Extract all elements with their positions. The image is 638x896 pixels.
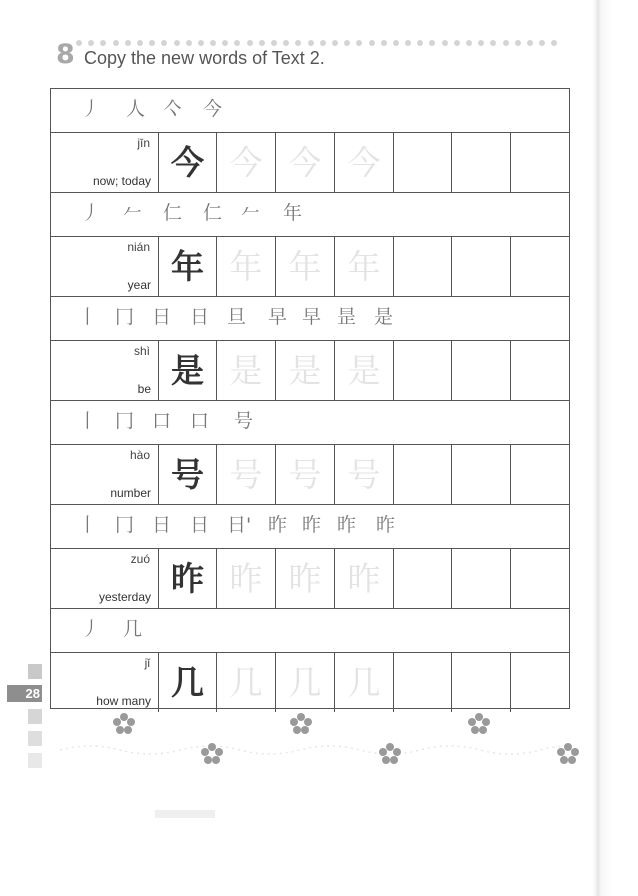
stroke-step: 冂 [115, 306, 135, 328]
model-character-cell [159, 237, 217, 296]
flower-icon [200, 742, 224, 770]
word-label [51, 341, 159, 400]
side-tab [28, 753, 42, 768]
dot [100, 40, 106, 46]
trace-cell [335, 133, 394, 192]
dot [88, 40, 94, 46]
model-character: 今 [171, 142, 204, 182]
stroke-step: 号 [234, 410, 254, 432]
stroke-order-row [51, 609, 569, 653]
dot [247, 40, 253, 46]
trace-cell [335, 237, 394, 296]
dot [369, 40, 375, 46]
dot [503, 40, 509, 46]
flower-icon [378, 742, 402, 770]
stroke-step: 冂 [115, 514, 135, 536]
trace-cell [276, 341, 335, 400]
stroke-step: 日 [152, 514, 172, 536]
trace-cell [217, 237, 276, 296]
stroke-step: 日 [152, 306, 172, 328]
trace-character: 今 [288, 142, 322, 182]
stroke-step: 昨 [302, 514, 322, 536]
page-edge [592, 0, 638, 896]
dot [539, 40, 545, 46]
stroke-step: 昰 [337, 306, 357, 328]
blank-practice-cell[interactable] [511, 237, 569, 296]
trace-character: 年 [288, 246, 322, 286]
stroke-step: 冂 [115, 410, 135, 432]
exercise-title: Copy the new words of Text 2. [84, 48, 325, 68]
word-label [51, 445, 159, 504]
word-label [51, 133, 159, 192]
dot [442, 40, 448, 46]
trace-character: 昨 [347, 558, 381, 598]
dot [149, 40, 155, 46]
trace-character: 号 [229, 454, 263, 494]
stroke-step: 丨 [78, 410, 98, 432]
blank-practice-cell[interactable] [394, 237, 452, 296]
side-tab [28, 731, 42, 746]
practice-row [51, 653, 569, 713]
model-character-cell [159, 549, 217, 608]
trace-character: 几 [347, 662, 381, 702]
pinyin: jǐ [144, 656, 150, 670]
word-label [51, 653, 159, 712]
blank-practice-cell[interactable] [452, 549, 511, 608]
meaning: be [137, 382, 151, 396]
trace-cell [335, 653, 394, 712]
trace-character: 号 [288, 454, 322, 494]
dot [515, 40, 521, 46]
dot [417, 40, 423, 46]
flower-icon [289, 712, 313, 740]
blank-practice-cell[interactable] [452, 133, 511, 192]
dot [271, 40, 277, 46]
dot [320, 40, 326, 46]
blank-practice-cell[interactable] [452, 237, 511, 296]
trace-cell [217, 549, 276, 608]
pinyin: zuó [130, 552, 150, 566]
trace-cell [217, 341, 276, 400]
trace-character: 年 [229, 246, 263, 286]
meaning: how many [96, 694, 151, 708]
stroke-order-row [51, 401, 569, 445]
blank-practice-cell[interactable] [394, 653, 452, 712]
dot [198, 40, 204, 46]
stroke-step: 日' [227, 514, 252, 536]
blank-practice-cell[interactable] [394, 549, 452, 608]
stroke-step: 旦 [227, 306, 247, 328]
meaning: now; today [92, 174, 151, 188]
dot [344, 40, 350, 46]
stroke-step: 早 [268, 306, 288, 328]
blank-practice-cell[interactable] [511, 445, 569, 504]
decorative-wave [60, 740, 570, 758]
stroke-order-row [51, 505, 569, 549]
stroke-step: 丿 [81, 618, 101, 640]
practice-row [51, 341, 569, 401]
trace-character: 是 [229, 350, 263, 390]
stroke-step: 丨 [78, 306, 98, 328]
flower-icon [467, 712, 491, 740]
side-tab [28, 709, 42, 724]
model-character: 号 [171, 454, 204, 494]
stroke-step: 人 [126, 98, 146, 120]
blank-practice-cell[interactable] [511, 133, 569, 192]
dot [137, 40, 143, 46]
stroke-step: 口 [152, 410, 172, 432]
trace-cell [217, 133, 276, 192]
flower-icon [556, 742, 580, 770]
dot [295, 40, 301, 46]
stroke-step: 丿 [81, 202, 101, 224]
blank-practice-cell[interactable] [511, 549, 569, 608]
page-number: 28 [7, 685, 42, 702]
dot [222, 40, 228, 46]
stroke-step: 丿 [81, 98, 101, 120]
dot [381, 40, 387, 46]
stroke-step: 昨 [376, 514, 396, 536]
practice-row [51, 237, 569, 297]
blank-practice-cell[interactable] [511, 653, 569, 712]
dot [259, 40, 265, 46]
meaning: number [110, 486, 151, 500]
practice-row [51, 445, 569, 505]
blank-practice-cell[interactable] [452, 653, 511, 712]
stroke-step: 𠂉 [241, 202, 261, 224]
trace-character: 今 [229, 142, 263, 182]
dot [174, 40, 180, 46]
model-character: 是 [171, 350, 204, 390]
trace-character: 年 [347, 246, 381, 286]
dot [405, 40, 411, 46]
stroke-step: 丨 [78, 514, 98, 536]
trace-cell [276, 653, 335, 712]
stroke-step: 𠂉 [123, 202, 143, 224]
model-character: 年 [171, 246, 204, 286]
dot [210, 40, 216, 46]
blank-practice-cell[interactable] [394, 133, 452, 192]
stroke-step: 昨 [268, 514, 288, 536]
meaning: year [127, 278, 151, 292]
trace-cell [217, 653, 276, 712]
trace-character: 是 [288, 350, 322, 390]
model-character-cell [159, 653, 217, 712]
trace-character: 今 [347, 142, 381, 182]
dot [393, 40, 399, 46]
trace-cell [335, 341, 394, 400]
flower-icon [112, 712, 136, 740]
dot [551, 40, 557, 46]
dot [125, 40, 131, 46]
trace-character: 是 [347, 350, 381, 390]
stroke-step: 日 [190, 514, 210, 536]
model-character: 昨 [171, 558, 204, 598]
trace-cell [335, 549, 394, 608]
dot [332, 40, 338, 46]
stroke-step: 年 [283, 202, 303, 224]
blank-practice-cell[interactable] [452, 445, 511, 504]
faint-mark [155, 810, 215, 818]
blank-practice-cell[interactable] [394, 445, 452, 504]
trace-character: 几 [229, 662, 263, 702]
practice-row [51, 133, 569, 193]
dotted-rule [76, 40, 576, 46]
word-label [51, 237, 159, 296]
meaning: yesterday [98, 590, 151, 604]
stroke-step: 仁 [163, 202, 183, 224]
trace-cell [335, 445, 394, 504]
stroke-step: 昨 [337, 514, 357, 536]
dot [113, 40, 119, 46]
stroke-step: 几 [123, 618, 143, 640]
model-character-cell [159, 445, 217, 504]
stroke-step: 早 [302, 306, 322, 328]
trace-cell [276, 445, 335, 504]
trace-character: 昨 [229, 558, 263, 598]
pinyin: jīn [137, 136, 150, 150]
dot [490, 40, 496, 46]
blank-practice-cell[interactable] [452, 341, 511, 400]
dot [76, 40, 82, 46]
dot [308, 40, 314, 46]
dot [454, 40, 460, 46]
dot [186, 40, 192, 46]
dot [283, 40, 289, 46]
stroke-step: 今 [203, 98, 223, 120]
trace-character: 几 [288, 662, 322, 702]
blank-practice-cell[interactable] [394, 341, 452, 400]
trace-cell [276, 549, 335, 608]
stroke-step: 是 [374, 306, 394, 328]
model-character: 几 [171, 662, 204, 702]
dot [478, 40, 484, 46]
model-character-cell [159, 341, 217, 400]
word-label [51, 549, 159, 608]
practice-row [51, 549, 569, 609]
pinyin: nián [127, 240, 150, 254]
trace-cell [217, 445, 276, 504]
dot [527, 40, 533, 46]
trace-character: 昨 [288, 558, 322, 598]
dot [466, 40, 472, 46]
model-character-cell [159, 133, 217, 192]
dot [356, 40, 362, 46]
trace-cell [276, 237, 335, 296]
trace-character: 号 [347, 454, 381, 494]
stroke-order-row [51, 297, 569, 341]
dot [429, 40, 435, 46]
trace-cell [276, 133, 335, 192]
stroke-step: 亽 [163, 98, 183, 120]
stroke-step: 仁 [203, 202, 223, 224]
stroke-order-row [51, 89, 569, 133]
pinyin: hào [129, 448, 150, 462]
writing-grid [50, 88, 570, 709]
pinyin: shì [133, 344, 150, 358]
stroke-step: 口 [190, 410, 210, 432]
stroke-step: 日 [190, 306, 210, 328]
exercise-number: 8 [56, 39, 75, 70]
dot [161, 40, 167, 46]
dot [234, 40, 240, 46]
blank-practice-cell[interactable] [511, 341, 569, 400]
stroke-order-row [51, 193, 569, 237]
exercise-header [52, 40, 582, 74]
side-tab [28, 664, 42, 679]
